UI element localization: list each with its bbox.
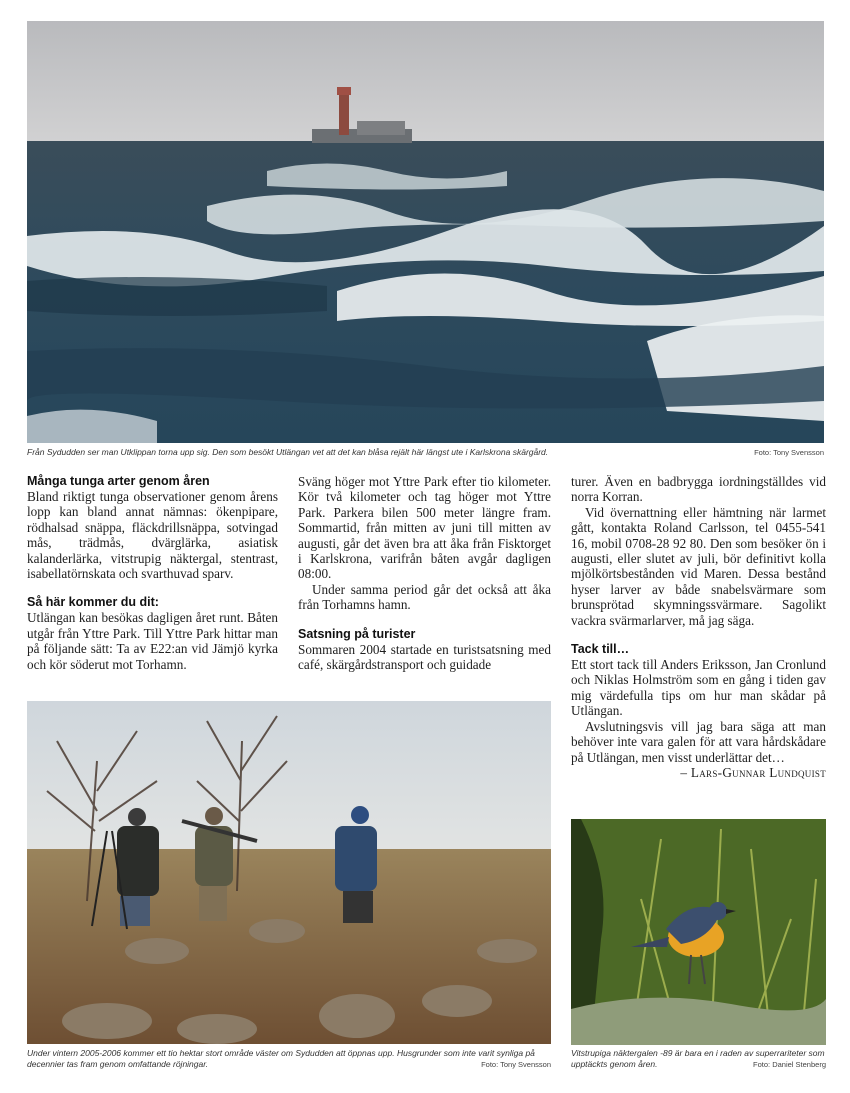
bottom-left-photo	[27, 701, 551, 1044]
bottom-right-credit: Foto: Daniel Stenberg	[753, 1060, 826, 1069]
bottom-left-credit: Foto: Tony Svensson	[481, 1060, 551, 1069]
column-3	[571, 474, 826, 780]
paragraph-directions-cont: Sväng höger mot Yttre Park efter tio kilometer. Kör två kilometer och tag höger mot Yttre Park. Parkera bilen 500 meter längre fram. Sommartid, från mitten av juni till mitten av augusti, går det även bra att åka från Fisktorget i Karlskrona, varifrån båten avgår dagligen 08:00.	[298, 474, 551, 582]
top-photo-caption	[27, 447, 824, 458]
paragraph-directions: Utlängan kan besökas dagligen året runt. Båten utgår från Yttre Park. Till Yttre Park hittar man på följande sätt: Ta av E22:an vid Jämjö kyrka och kör söderut mot Torhamn.	[27, 610, 278, 672]
column-1	[27, 474, 278, 672]
heading-tourism: Satsning på turister	[298, 626, 416, 641]
paragraph-closing: Avslutningsvis vill jag bara säga att man behöver inte vara galen för att vara hårdskådare på Utlängan, men visst underlättar det…	[571, 718, 826, 765]
heading-thanks: Tack till…	[571, 642, 630, 657]
top-photo	[27, 21, 824, 443]
paragraph-thanks: Ett stort tack till Anders Eriksson, Jan Cronlund och Niklas Holmström som en gång i tiden gav mig värdefulla tips om hur man skådar på Utlängan.	[571, 657, 826, 719]
paragraph-species-list: Bland riktigt tunga observationer genom årens lopp kan bland annat nämnas: ökenpipare, rödhalsad snäppa, fläckdrillsnäppa, sotvingad mås, trädmås, dvärglärka, asiatisk kalanderlärka, vitstrupig näktergal, stentrast, isabellatörnskata och svarthuvad sparv.	[27, 489, 278, 582]
paragraph-contact: Vid övernattning eller hämtning när larmet gått, kontakta Roland Carlsson, tel 0455-541 16, mobil 0708-28 92 80. Den som besöker ön i augusti, eller slutet av juli, bör definitivt kolla mjölkörtsbestånden vid Maren. Dessa bestånd hyser larver av både snabelsvärmare som brunsprötad skymningssvärmare. Sagolikt vackra svärmarlarver, må jag säga.	[571, 504, 826, 628]
stormy-sea-image	[27, 21, 824, 443]
heading-many-species: Många tunga arter genom åren	[27, 474, 210, 488]
bottom-right-photo	[571, 819, 826, 1045]
author-signature: – Lars-Gunnar Lundquist	[680, 764, 826, 780]
bottom-right-caption-text: Vitstrupiga näktergalen -89 är bara en i raden av superrariteter som upptäckts genom åren.	[571, 1048, 825, 1069]
paragraph-torhamn: Under samma period går det också att åka från Torhamns hamn.	[298, 581, 551, 613]
heading-how-to-get-there: Så här kommer du dit:	[27, 595, 159, 610]
paragraph-tours: turer. Även en badbrygga iordningställdes vid norra Korran.	[571, 474, 826, 505]
birdwatchers-image	[27, 701, 551, 1044]
bottom-right-caption	[571, 1048, 826, 1070]
bird-in-reeds-image	[571, 819, 826, 1045]
paragraph-tourism: Sommaren 2004 startade en turistsatsning med café, skärgårdstransport och guidade	[298, 641, 551, 673]
top-photo-caption-text: Från Sydudden ser man Utklippan torna upp sig. Den som besökt Utlängan vet att det kan blåsa rejält här längst ute i Karlskrona skärgård.	[27, 447, 549, 457]
top-photo-credit: Foto: Tony Svensson	[754, 448, 824, 457]
bottom-left-caption-text: Under vintern 2005-2006 kommer ett tio hektar stort område väster om Sydudden att öppnas upp. Husgrunder som inte varit synliga på decennier tas fram genom omfattande röjningar.	[27, 1048, 535, 1069]
bottom-left-caption	[27, 1048, 551, 1070]
column-2	[298, 474, 551, 672]
